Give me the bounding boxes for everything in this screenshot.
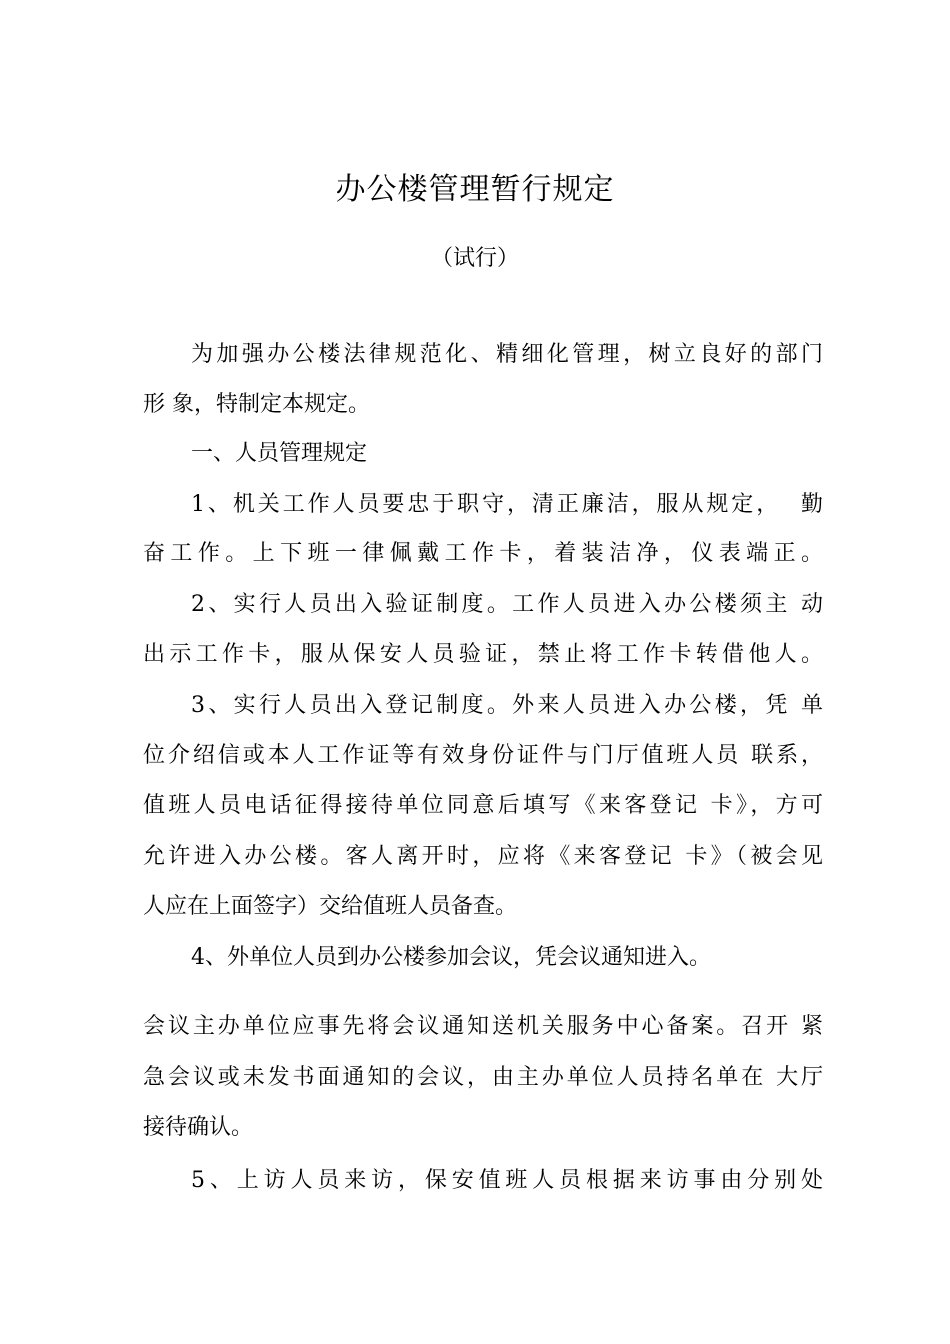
paragraph-line: 接待确认。 (143, 1115, 254, 1140)
paragraph-line: 允许进入办公楼。客人离开时，应将《来客登记 卡》（被会见 (143, 844, 823, 869)
paragraph-line: 奋工作。上下班一律佩戴工作卡，着装洁净，仪表端正。 (143, 541, 823, 566)
paragraph-line: 2、实行人员出入验证制度。工作人员进入办公楼须主 动 (191, 592, 823, 617)
paragraph-line: 形 象，特制定本规定。 (143, 392, 370, 417)
paragraph-line: 3、实行人员出入登记制度。外来人员进入办公楼，凭 单 (191, 693, 823, 718)
paragraph-line: 为加强办公楼法律规范化、精细化管理，树立良好的部门 (191, 342, 823, 367)
document-subtitle: （试行） (430, 246, 519, 271)
paragraph-line: 急会议或未发书面通知的会议，由主办单位人员持名单在 大厅 (143, 1065, 823, 1090)
paragraph-line: 5、上访人员来访，保安值班人员根据来访事由分别处 (191, 1168, 823, 1193)
paragraph-line: 人应在上面签字）交给值班人员备查。 (143, 894, 518, 919)
section-heading: 一、人员管理规定 (191, 441, 368, 466)
paragraph-line: 位介绍信或本人工作证等有效身份证件与门厅值班人员 联系， (143, 743, 823, 768)
paragraph-line: 4、外单位人员到办公楼参加会议，凭会议通知进入。 (191, 945, 711, 970)
document-title: 办公楼管理暂行规定 (335, 172, 615, 207)
paragraph-line: 出示工作卡，服从保安人员验证，禁止将工作卡转借他人。 (143, 642, 823, 667)
paragraph-line: 1、机关工作人员要忠于职守，清正廉洁，服从规定， 勤 (191, 492, 823, 517)
paragraph-line: 会议主办单位应事先将会议通知送机关服务中心备案。召开 紧 (143, 1014, 823, 1039)
paragraph-line: 值班人员电话征得接待单位同意后填写《来客登记 卡》，方可 (143, 793, 823, 818)
